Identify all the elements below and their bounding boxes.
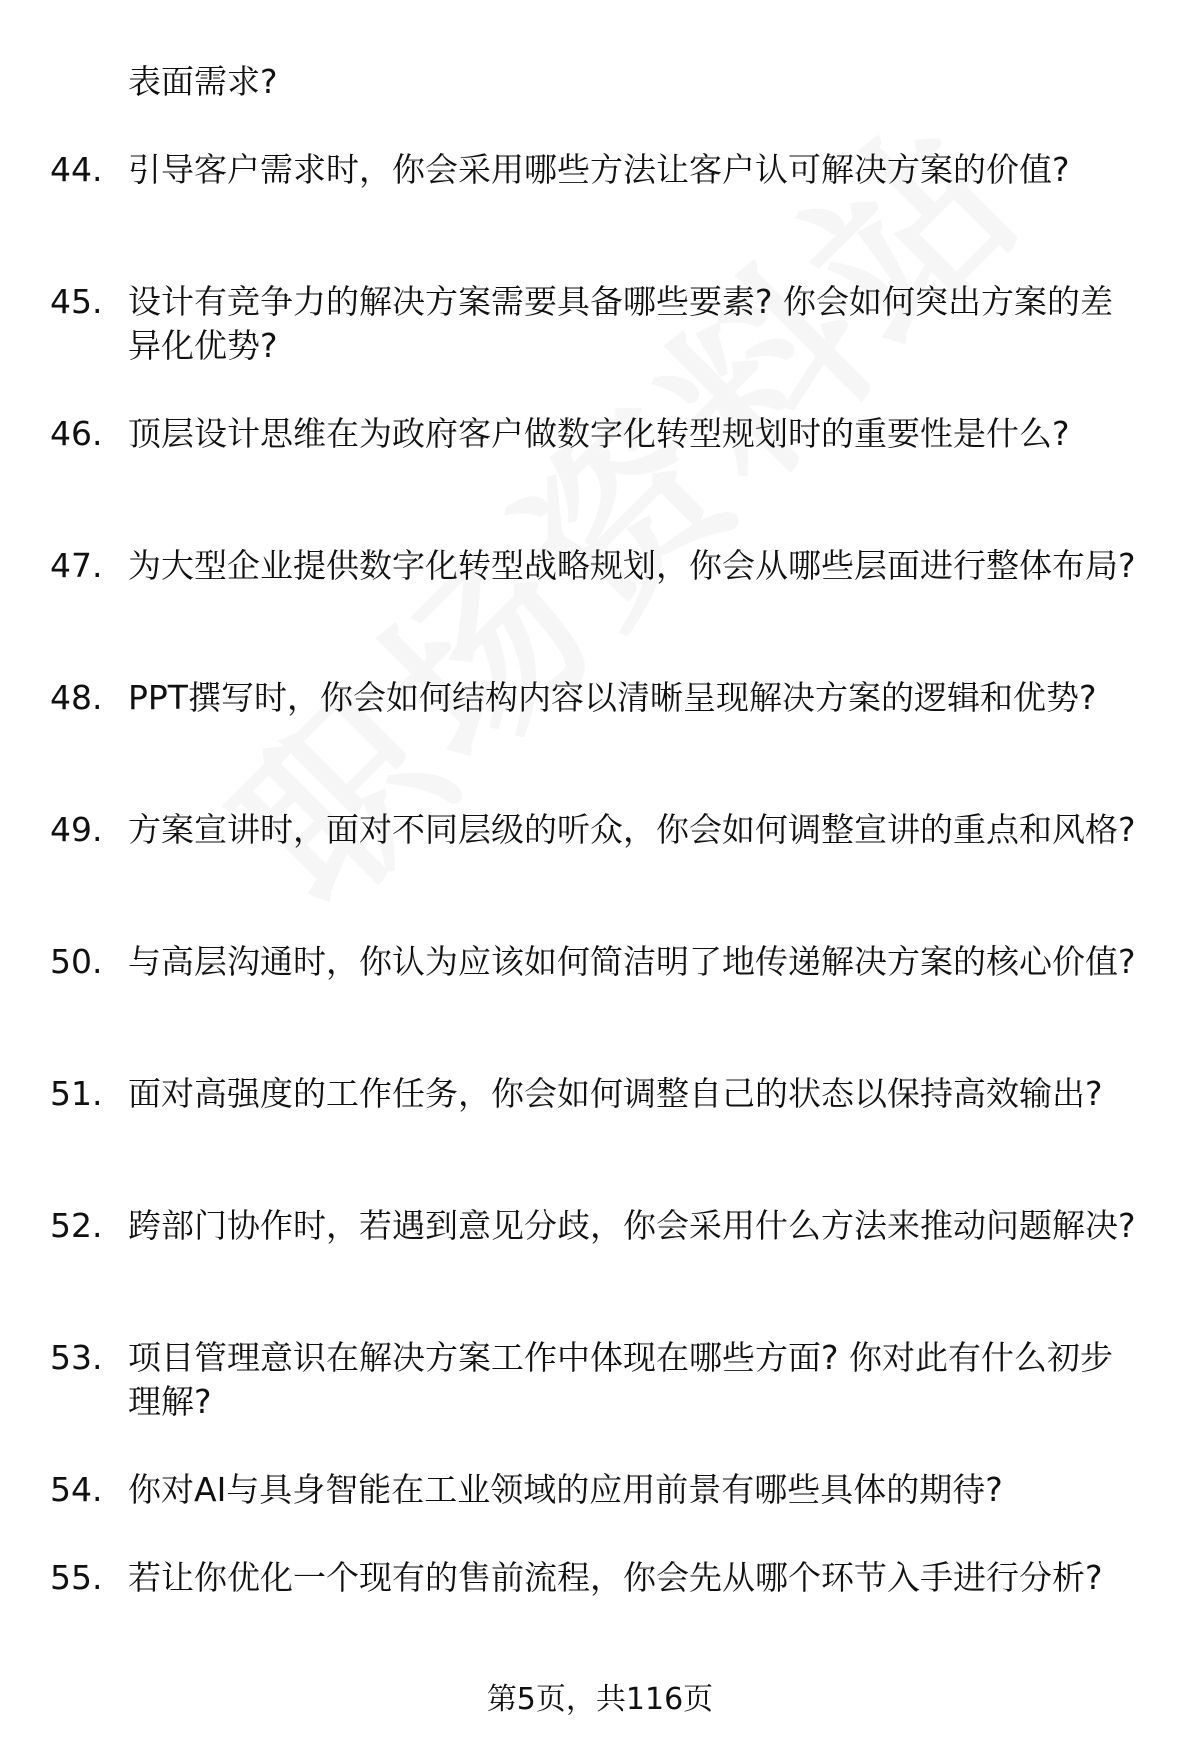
question-item xyxy=(50,544,1150,676)
question-number: 48. xyxy=(50,678,103,717)
question-number: 55. xyxy=(50,1558,103,1597)
question-text: 你对AI与具身智能在工业领域的应用前景有哪些具体的期待? xyxy=(128,1470,1003,1509)
question-text: 若让你优化一个现有的售前流程，你会先从哪个环节入手进行分析? xyxy=(128,1558,1103,1597)
question-number: 54. xyxy=(50,1470,103,1509)
question-item xyxy=(50,280,1150,412)
question-list xyxy=(50,148,1150,1688)
question-item xyxy=(50,676,1150,808)
question-number: 47. xyxy=(50,546,103,585)
question-item xyxy=(50,1336,1150,1468)
question-text: 为大型企业提供数字化转型战略规划，你会从哪些层面进行整体布局? xyxy=(128,546,1136,585)
question-item xyxy=(50,1556,1150,1688)
question-item xyxy=(50,1204,1150,1336)
question-text: 面对高强度的工作任务，你会如何调整自己的状态以保持高效输出? xyxy=(128,1074,1103,1113)
question-number: 51. xyxy=(50,1074,103,1113)
question-text: PPT撰写时，你会如何结构内容以清晰呈现解决方案的逻辑和优势? xyxy=(128,678,1097,717)
question-number: 50. xyxy=(50,942,103,981)
question-text: 与高层沟通时，你认为应该如何简洁明了地传递解决方案的核心价值? xyxy=(128,942,1136,981)
question-text: 跨部门协作时，若遇到意见分歧，你会采用什么方法来推动问题解决? xyxy=(128,1206,1136,1245)
question-item xyxy=(50,940,1150,1072)
question-text: 顶层设计思维在为政府客户做数字化转型规划时的重要性是什么? xyxy=(128,414,1070,453)
question-item xyxy=(50,148,1150,280)
question-number: 44. xyxy=(50,150,103,189)
question-item xyxy=(50,808,1150,940)
question-text: 设计有竞争力的解决方案需要具备哪些要素? 你会如何突出方案的差异化优势? xyxy=(128,282,1114,365)
question-text: 方案宣讲时，面对不同层级的听众，你会如何调整宣讲的重点和风格? xyxy=(128,810,1136,849)
question-item xyxy=(50,412,1150,544)
question-number: 53. xyxy=(50,1338,103,1377)
question-text: 项目管理意识在解决方案工作中体现在哪些方面? 你对此有什么初步理解? xyxy=(128,1338,1114,1421)
continued-question-text: 表面需求? xyxy=(128,62,278,101)
question-number: 45. xyxy=(50,282,103,321)
question-text: 引导客户需求时，你会采用哪些方法让客户认可解决方案的价值? xyxy=(128,150,1070,189)
page-footer: 第5页，共116页 xyxy=(486,1682,714,1717)
question-number: 46. xyxy=(50,414,103,453)
question-number: 49. xyxy=(50,810,103,849)
question-item xyxy=(50,1072,1150,1204)
question-number: 52. xyxy=(50,1206,103,1245)
question-item xyxy=(50,1468,1150,1556)
